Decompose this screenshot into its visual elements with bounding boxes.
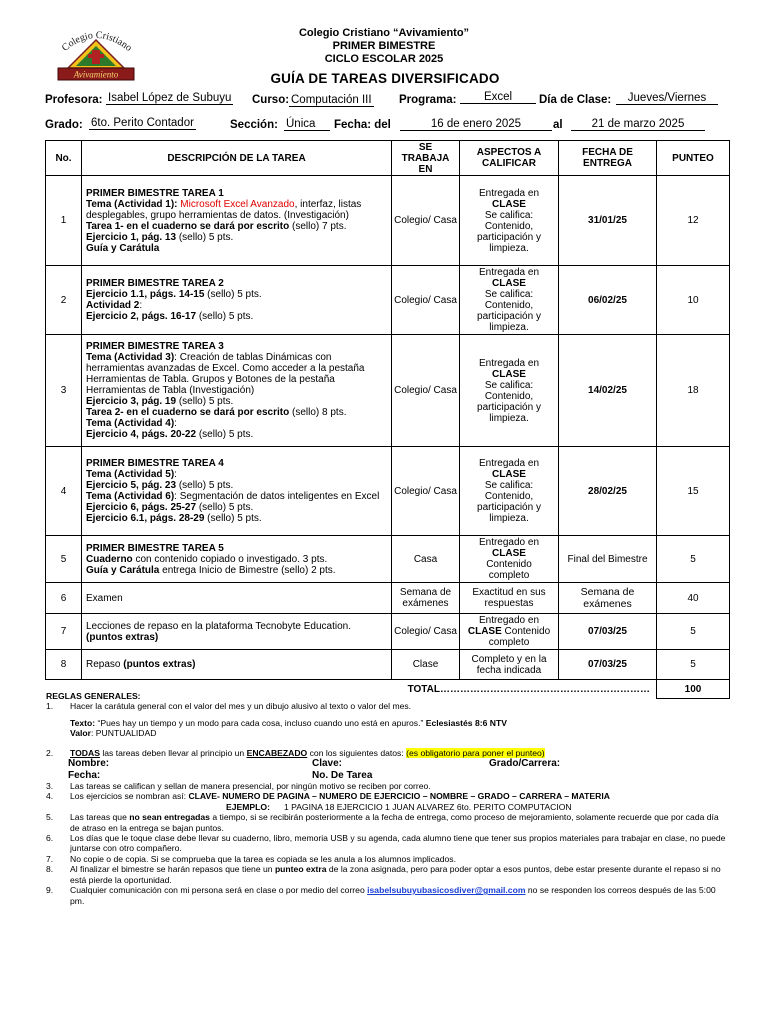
school-name: Colegio Cristiano “Avivamiento” [298, 27, 470, 39]
rule-item [46, 885, 726, 906]
aspect-line: Entregado en [478, 537, 540, 548]
school-logo [52, 26, 140, 84]
task-topic-label: Tema (Actividad 1): [86, 198, 181, 210]
task-work-place: Colegio/ Casa [392, 335, 460, 447]
program-value: Excel [460, 91, 536, 104]
task-item-label: Ejercicio 1, pág. 13 [86, 231, 177, 243]
email-link[interactable]: isabelsubuyubasicosdiver@gmail.com [367, 885, 526, 896]
col-header-due-date: FECHA DE ENTREGA [559, 141, 657, 176]
example-text: 1 PAGINA 18 EJERCICIO 1 JUAN ALVAREZ 6to. PERITO COMPUTACION [283, 801, 572, 812]
task-item-text: (sello) 5 pts. [176, 480, 234, 491]
task-topic-label: Tema (Actividad 4) [86, 418, 175, 429]
aspect-line: Entregada en [478, 187, 540, 199]
task-number: 8 [46, 650, 82, 680]
task-points: 18 [657, 335, 730, 447]
task-item-text: Lecciones de repaso en la plataforma Tecnobyte Education. [86, 620, 351, 632]
task-item-label: (puntos extras) [123, 659, 196, 670]
task-points: 5 [657, 536, 730, 583]
task-number: 5 [46, 536, 82, 583]
rule-item [46, 864, 726, 885]
rule-emphasis: CLAVE- NUMERO DE PAGINA – NUMERO DE EJERCICIO – NOMBRE – GRADO – CARRERA – MATERIA [188, 791, 610, 802]
rule-text: no se responden los correos después de las 5:00 pm. [70, 885, 716, 906]
value-text: : PUNTUALIDAD [91, 728, 157, 739]
task-item-label: Ejercicio 2, págs. 16-17 [86, 311, 197, 322]
aspect-line: limpieza. [489, 513, 529, 524]
course-label: Curso: [252, 94, 290, 106]
rule-number: 5. [46, 812, 54, 823]
col-header-aspects: ASPECTOS A CALIFICAR [460, 141, 559, 176]
aspect-line: CLASE [492, 278, 526, 289]
school-year: CICLO ESCOLAR 2025 [324, 53, 444, 65]
task-due-date: 31/01/25 [559, 176, 657, 266]
task-title: PRIMER BIMESTRE TAREA 4 [86, 458, 224, 469]
svg-text:Avivamiento: Avivamiento [73, 69, 119, 80]
task-aspects [460, 614, 559, 650]
aspect-line: participación y [477, 502, 541, 513]
total-label: TOTAL……………………………………………………… [46, 680, 657, 699]
aspect-line: Entregada en [478, 458, 540, 469]
task-topic-label: Tema (Actividad 3) [86, 352, 175, 363]
field-grade: Grado/Carrera: [489, 758, 561, 770]
task-item-label: Ejercicio 4, págs. 20-22 [86, 429, 197, 440]
task-item-text: (sello) 5 pts. [204, 513, 262, 524]
rule-number: 8. [46, 864, 54, 875]
task-number: 7 [46, 614, 82, 650]
task-topic-label: Tema (Actividad 5) [86, 469, 175, 480]
task-item-label: Cuaderno [86, 553, 133, 565]
value-label: Valor [70, 728, 92, 739]
task-work-place: Colegio/ Casa [392, 614, 460, 650]
task-item-text: (sello) 5 pts. [196, 429, 254, 440]
rule-text: Las tareas que [70, 812, 130, 823]
aspect-line: Contenido, [484, 390, 534, 402]
aspect-line: limpieza. [489, 242, 529, 254]
task-due-date: 06/02/25 [559, 266, 657, 335]
aspect-line: participación y [477, 311, 541, 322]
task-aspects [460, 266, 559, 335]
rule-text: Las tareas se califican y sellan de manera presencial, por ningún motivo se reciben por correo. [70, 781, 431, 792]
task-number: 2 [46, 266, 82, 335]
task-item-label: Ejercicio 6, págs. 25-27 [86, 502, 197, 513]
aspect-line: CLASE [492, 548, 526, 559]
table-row [46, 583, 730, 614]
aspect-line: Entregada en [478, 357, 540, 369]
date-to-label: al [553, 119, 563, 131]
aspect-line: Contenido [486, 559, 532, 570]
task-topic-text: : Segmentación de datos inteligentes en Excel [174, 491, 380, 502]
task-work-place: Semana de exámenes [392, 583, 460, 614]
class-day-label: Día de Clase: [539, 94, 612, 106]
col-header-description: DESCRIPCIÓN DE LA TAREA [82, 141, 392, 176]
aspect-line: Contenido, [484, 220, 534, 232]
task-points: 5 [657, 614, 730, 650]
page-title: GUÍA DE TAREAS DIVERSIFICADO [270, 71, 500, 86]
general-rules [46, 691, 726, 906]
task-item-text: con contenido copiado o investigado. 3 pts. [132, 553, 328, 565]
aspect-line: CLASE [492, 469, 526, 480]
task-points: 12 [657, 176, 730, 266]
rule-text: a tiempo, si se recibirán posteriormente a la fecha de entrega, como proceso de mejoramiento, solamente recuerde que por cada día de atraso en la entrega se bajan puntos. [70, 812, 719, 833]
task-points: 15 [657, 447, 730, 536]
rule-text: Los días que le toque clase debe llevar su cuaderno, libro, memoria USB y su agenda, cada alumno tiene que tener sus propios materiales para trabajar en clase, no puede juntarse con otro compañero. [70, 833, 726, 854]
task-item-text: : [139, 300, 143, 311]
table-row [46, 266, 730, 335]
table-row [46, 335, 730, 447]
task-work-place: Colegio/ Casa [392, 266, 460, 335]
class-day-value: Jueves/Viernes [616, 92, 718, 105]
table-row [46, 176, 730, 266]
rule-text: las tareas deben llevar al principio un [99, 747, 247, 758]
task-item-text: (sello) 5 pts. [204, 289, 262, 300]
task-description: Examen [82, 583, 392, 614]
task-description [82, 176, 392, 266]
rule-item [46, 854, 726, 864]
task-topic-text: : [174, 418, 177, 429]
rule-number: 9. [46, 885, 54, 896]
task-points: 40 [657, 583, 730, 614]
col-header-work-place: SE TRABAJA EN [392, 141, 460, 176]
task-number: 1 [46, 176, 82, 266]
task-item-text: (sello) 7 pts. [289, 220, 347, 232]
task-number: 6 [46, 583, 82, 614]
task-due-date: Final del Bimestre [559, 536, 657, 583]
task-description [82, 650, 392, 680]
rule-example [46, 802, 726, 812]
field-key: Clave: [312, 758, 343, 770]
rule-text: Los ejercicios se nombran así: [70, 791, 189, 802]
task-due-date: 07/03/25 [559, 614, 657, 650]
task-points: 5 [657, 650, 730, 680]
task-item-text: (sello) 5 pts. [176, 396, 234, 407]
task-due-date: 14/02/25 [559, 335, 657, 447]
rule-number: 1. [46, 701, 54, 712]
section-label: Sección: [230, 119, 278, 131]
task-description [82, 614, 392, 650]
rules-title: REGLAS GENERALES: [46, 691, 141, 701]
rule-emphasis: ENCABEZADO [246, 747, 308, 758]
aspect-line: limpieza. [489, 412, 529, 424]
task-item-label: Tarea 2- en el cuaderno se dará por escrito [86, 407, 290, 418]
aspect-line: CLASE [492, 368, 526, 380]
aspect-line: participación y [477, 231, 541, 243]
task-item-text: Repaso [86, 659, 124, 670]
task-item-text: entrega Inicio de Bimestre (sello) 2 pts. [159, 564, 336, 576]
aspect-line: Contenido, [484, 300, 534, 311]
rule-number: 4. [46, 791, 54, 802]
task-item-label: Guía y Carátula [86, 242, 160, 254]
header-fields-row [46, 770, 726, 782]
rule-number: 2. [46, 747, 54, 758]
tasks-table [45, 140, 730, 699]
task-title: PRIMER BIMESTRE TAREA 5 [86, 542, 224, 554]
grade-label: Grado: [45, 119, 83, 131]
aspect-line: Contenido, [484, 491, 534, 502]
task-title: PRIMER BIMESTRE TAREA 2 [86, 278, 224, 289]
aspect-line: Se califica: [484, 289, 534, 300]
task-aspects [460, 447, 559, 536]
task-due-date: 28/02/25 [559, 447, 657, 536]
aspect-line: Se califica: [484, 480, 534, 491]
rule-value [46, 728, 726, 738]
aspect-line: Entregada en [478, 267, 540, 278]
rule-item [46, 781, 726, 791]
table-row [46, 447, 730, 536]
rule-emphasis: punteo extra [274, 864, 327, 875]
task-title: PRIMER BIMESTRE TAREA 1 [86, 187, 224, 199]
rule-highlight: (es obligatorio para poner el punteo) [406, 747, 545, 758]
table-row [46, 614, 730, 650]
task-item-label: Tarea 1- en el cuaderno se dará por escrito [86, 220, 290, 232]
rule-text: Hacer la carátula general con el valor del mes y un dibujo alusivo al texto o valor del mes. [70, 701, 412, 712]
task-aspects: Exactitud en sus respuestas [460, 583, 559, 614]
task-description [82, 266, 392, 335]
date-from-value: 16 de enero 2025 [400, 118, 552, 131]
aspect-line: completo [488, 570, 530, 581]
task-description [82, 335, 392, 447]
task-item-text: (sello) 5 pts. [176, 231, 234, 243]
aspect-line: Entregado en [478, 615, 540, 626]
rule-quote [46, 718, 726, 728]
task-item-label: Ejercicio 1.1, págs. 14-15 [86, 289, 205, 300]
aspect-line: Se califica: [484, 379, 534, 391]
rule-number: 3. [46, 781, 54, 792]
svg-text:Colegio Cristiano: Colegio Cristiano [59, 29, 134, 54]
date-from-label: Fecha: del [334, 119, 391, 131]
aspect-line: CLASE [492, 198, 526, 210]
task-due-date: 07/03/25 [559, 650, 657, 680]
table-row [46, 650, 730, 680]
task-work-place: Colegio/ Casa [392, 176, 460, 266]
rule-text: de la zona asignada, pero para poder optar a esos puntos, debe estar presente durante el repaso si no está pierde la oportunidad. [70, 864, 721, 885]
task-title: PRIMER BIMESTRE TAREA 3 [86, 341, 224, 352]
section-value: Única [284, 118, 330, 131]
teacher-label: Profesora: [45, 94, 103, 106]
rule-text: con los siguientes datos: [307, 747, 407, 758]
task-work-place: Casa [392, 536, 460, 583]
table-header-row [46, 141, 730, 176]
task-item-label: Actividad 2 [86, 300, 140, 311]
task-number: 4 [46, 447, 82, 536]
date-to-value: 21 de marzo 2025 [571, 118, 705, 131]
task-item-label: Guía y Carátula [86, 564, 160, 576]
aspect-line: limpieza. [489, 322, 529, 333]
col-header-points: PUNTEO [657, 141, 730, 176]
field-name: Nombre: [68, 758, 110, 770]
quote-text: “Pues hay un tiempo y un modo para cada cosa, incluso cuando uno está en apuros.” [95, 717, 426, 728]
teacher-value: Isabel López de Subuyu [108, 92, 232, 104]
task-item-text: (sello) 8 pts. [289, 407, 347, 418]
period-heading: PRIMER BIMESTRE [332, 40, 436, 52]
rule-item [46, 701, 726, 711]
table-row [46, 536, 730, 583]
task-item-label: Ejercicio 3, pág. 19 [86, 396, 177, 407]
task-topic-highlight: Microsoft Excel Avanzado [180, 198, 295, 210]
aspect-line: participación y [477, 401, 541, 413]
task-aspects: Completo y en la fecha indicada [460, 650, 559, 680]
header-fields-row [46, 758, 726, 770]
task-topic-text: : Creación de tablas Dinámicas con herramientas avanzadas de Excel. Como acceder a la pestaña Herramientas de Tabla. Grupos y Botones de la pestaña Herramientas de Tabla (Investigación) [86, 352, 365, 396]
task-number: 3 [46, 335, 82, 447]
rule-text: Cualquier comunicación con mi persona será en clase o por medio del correo [70, 885, 368, 896]
field-task-number: No. De Tarea [312, 769, 373, 781]
task-topic-text: : [174, 469, 177, 480]
task-topic-label: Tema (Actividad 6) [86, 491, 175, 502]
task-points: 10 [657, 266, 730, 335]
aspect-line: CLASE [467, 626, 502, 637]
task-description [82, 447, 392, 536]
task-due-date: Semana de exámenes [559, 583, 657, 614]
rule-text: No copie o de copia. Si se comprueba que la tarea es copiada se les anula a los alumnos implicados. [70, 853, 456, 864]
task-aspects [460, 536, 559, 583]
task-item-label: Ejercicio 5, pág. 23 [86, 480, 177, 491]
course-value: Computación III [291, 94, 372, 106]
task-item-label: (puntos extras) [86, 631, 159, 643]
task-item-text: (sello) 5 pts. [196, 311, 254, 322]
task-aspects [460, 176, 559, 266]
quote-label: Texto: [70, 717, 96, 728]
rule-item [46, 791, 726, 801]
rule-number: 7. [46, 853, 54, 864]
task-item-text: (sello) 5 pts. [196, 502, 254, 513]
rule-emphasis: no sean entregadas [129, 812, 210, 823]
rule-emphasis: TODAS [70, 747, 100, 758]
rule-item [46, 812, 726, 833]
col-header-no: No. [46, 141, 82, 176]
task-aspects [460, 335, 559, 447]
total-points: 100 [657, 680, 730, 699]
rule-text: Al finalizar el bimestre se harán repasos que tiene un [70, 864, 275, 875]
task-item-label: Ejercicio 6.1, págs. 28-29 [86, 513, 205, 524]
grade-value: 6to. Perito Contador [91, 117, 194, 129]
quote-reference: Eclesiastés 8:6 NTV [425, 717, 507, 728]
task-description [82, 536, 392, 583]
task-work-place: Clase [392, 650, 460, 680]
field-date: Fecha: [68, 769, 101, 781]
rule-item [46, 833, 726, 854]
program-label: Programa: [399, 94, 457, 106]
rule-item [46, 748, 726, 758]
task-topic-text: , interfaz, listas desplegables, grupo herramientas de datos. (Investigación) [86, 198, 362, 221]
task-work-place: Colegio/ Casa [392, 447, 460, 536]
rule-number: 6. [46, 833, 54, 844]
aspect-line: Se califica: [484, 209, 534, 221]
aspect-line: Contenido completo [488, 626, 551, 648]
example-label: EJEMPLO: [226, 801, 270, 812]
